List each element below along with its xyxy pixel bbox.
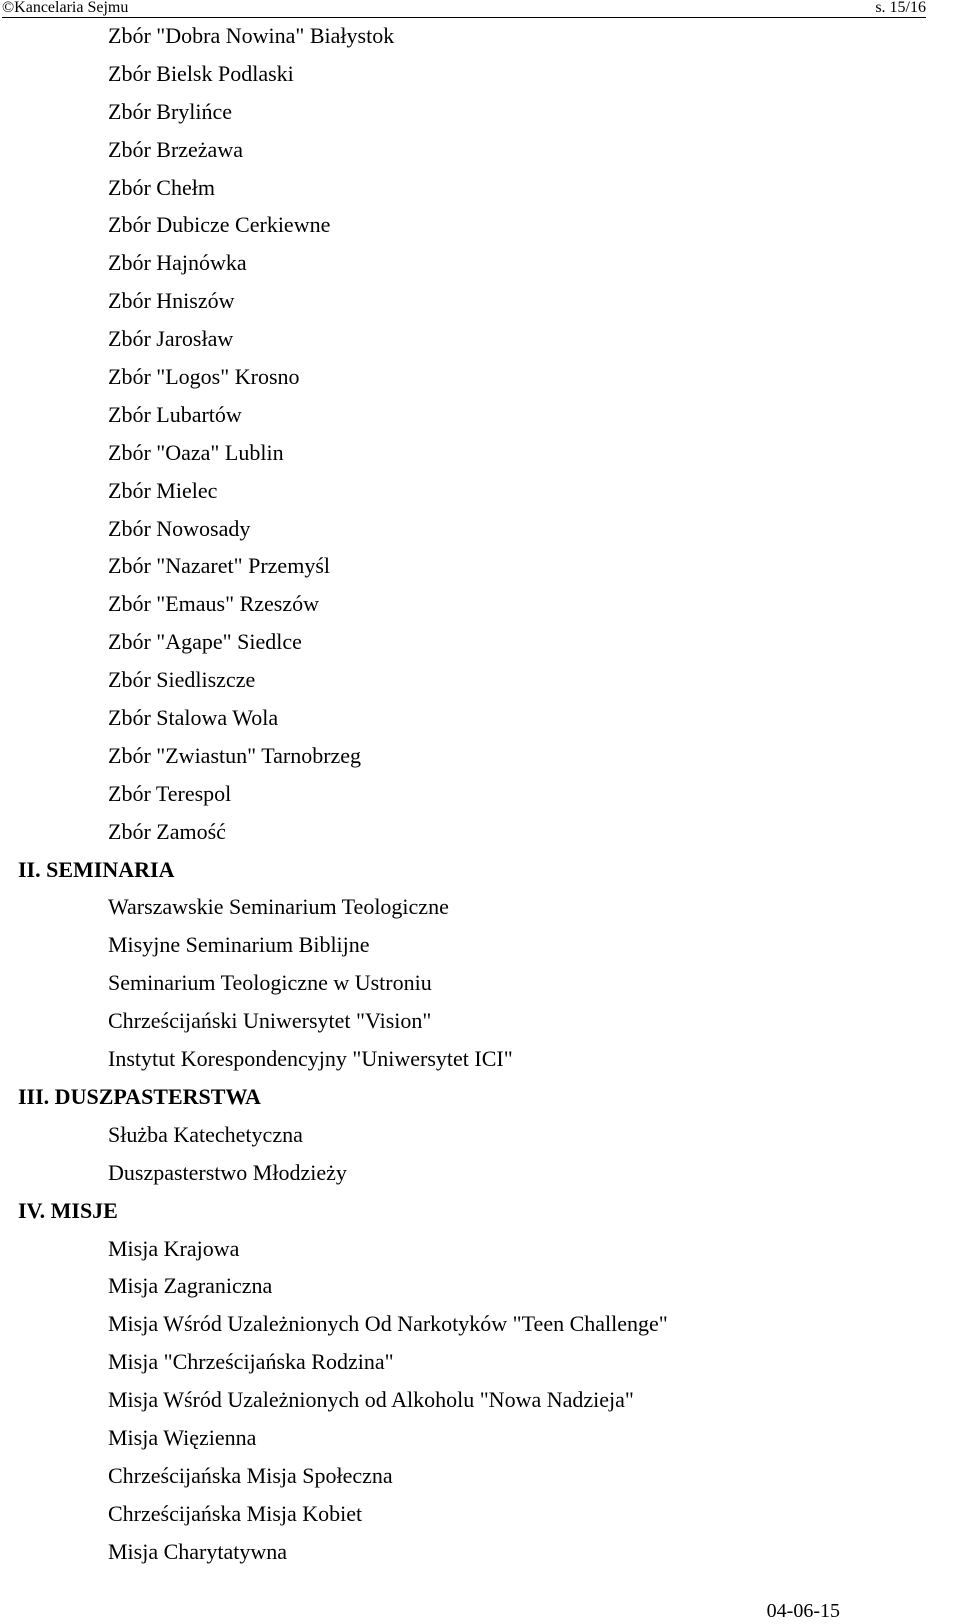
list-item: Seminarium Teologiczne w Ustroniu [108,970,432,996]
list-item: Służba Katechetyczna [108,1121,303,1147]
list-item: Zbór Jarosław [108,326,234,352]
list-item: Misja Krajowa [108,1235,240,1261]
list-item: Misyjne Seminarium Biblijne [108,932,370,958]
document-body [0,17,960,1571]
list-item: Zbór Bielsk Podlaski [108,60,294,86]
list-item: Zbór "Oaza" Lublin [108,439,284,465]
list-item: Zbór "Logos" Krosno [108,364,300,390]
misje-section [0,1192,960,1571]
list-item: Chrześcijańska Misja Społeczna [108,1462,393,1488]
page-header [2,0,926,18]
list-item: Chrześcijańska Misja Kobiet [108,1500,363,1526]
list-item: Misja Wśród Uzależnionych Od Narkotyków "Teen Challenge" [108,1311,668,1337]
list-item: Zbór "Zwiastun" Tarnobrzeg [108,742,362,768]
list-item: Zbór Brylińce [108,98,233,124]
zbory-list [0,17,960,851]
page-number: s. 15/16 [875,0,926,16]
list-item: Misja Charytatywna [108,1538,288,1564]
list-item: Misja Zagraniczna [108,1273,273,1299]
list-item: Zbór Lubartów [108,401,242,427]
list-item: Zbór Mielec [108,477,218,503]
list-item: Zbór Dubicze Cerkiewne [108,212,331,238]
section-heading-misje: IV. MISJE [18,1197,118,1223]
list-item: Zbór Terespol [108,780,232,806]
list-item: Zbór "Dobra Nowina" Białystok [108,23,395,48]
list-item: Misja Wśród Uzależnionych od Alkoholu "Nowa Nadzieja" [108,1387,634,1413]
list-item: Zbór Chełm [108,174,215,200]
footer-date: 04-06-15 [766,1600,840,1622]
copyright-label: ©Kancelaria Sejmu [2,0,129,16]
list-item: Zbór Zamość [108,818,226,844]
list-item: Zbór Hniszów [108,288,235,314]
list-item: Zbór "Nazaret" Przemyśl [108,553,330,579]
list-item: Misja "Chrześcijańska Rodzina" [108,1349,394,1375]
list-item: Instytut Korespondencyjny "Uniwersytet ICI" [108,1046,513,1072]
list-item: Zbór Stalowa Wola [108,705,279,731]
list-item: Duszpasterstwo Młodzieży [108,1159,347,1185]
list-item: Zbór "Emaus" Rzeszów [108,591,320,617]
section-heading-duszpasterstwa: III. DUSZPASTERSTWA [18,1083,261,1109]
list-item: Zbór Siedliszcze [108,667,256,693]
section-heading-seminaria: II. SEMINARIA [18,856,175,882]
list-item: Zbór Brzeżawa [108,136,243,162]
list-item: Zbór Hajnówka [108,250,247,276]
list-item: Zbór "Agape" Siedlce [108,629,302,655]
list-item: Misja Więzienna [108,1424,257,1450]
list-item: Warszawskie Seminarium Teologiczne [108,894,449,920]
list-item: Zbór Nowosady [108,515,251,541]
list-item: Chrześcijański Uniwersytet "Vision" [108,1008,432,1034]
seminaria-section [0,851,960,1078]
duszpasterstwa-section [0,1078,960,1192]
